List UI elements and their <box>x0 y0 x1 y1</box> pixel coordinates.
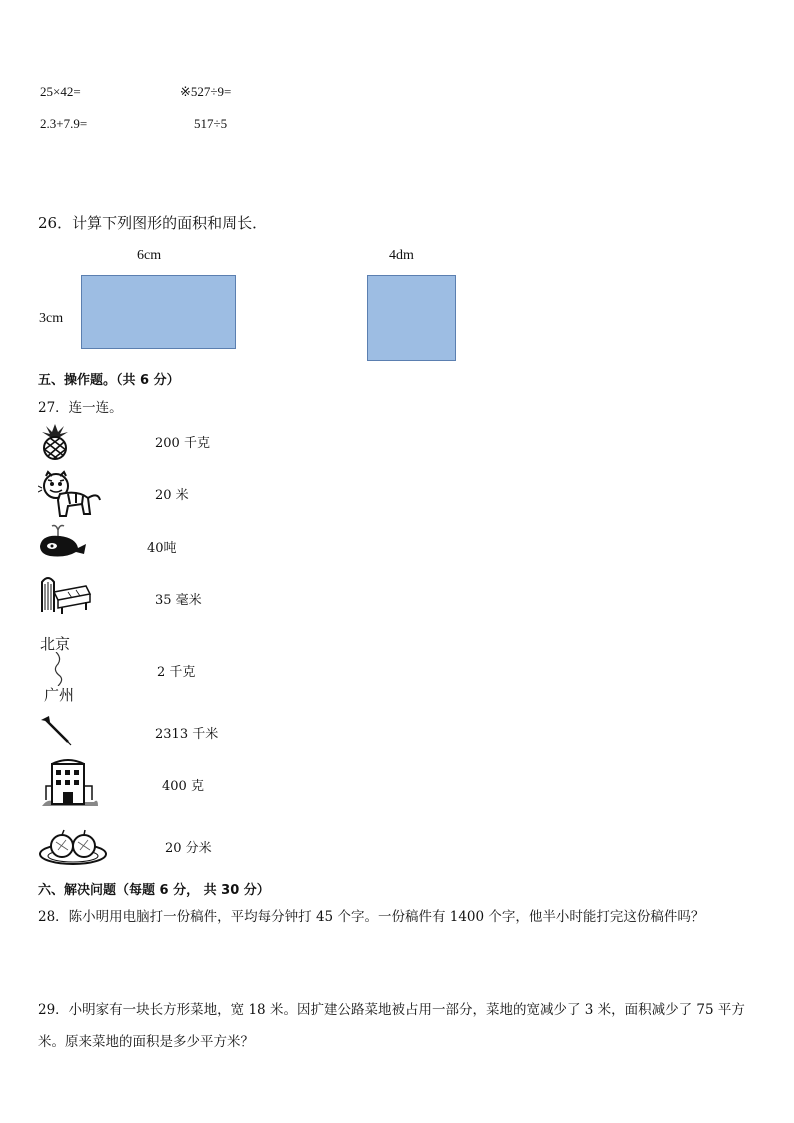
nail-icon <box>38 716 72 746</box>
route-line <box>42 652 76 686</box>
label-200kg: 200 千克 <box>155 436 210 451</box>
section-6-title: 六、解决问题（每题 6 分， 共 30 分） <box>38 883 270 898</box>
rect-height-label: 3cm <box>39 311 64 326</box>
section-5-title: 五、操作题。（共 6 分） <box>38 373 180 388</box>
calc-3: 2.3+7.9= <box>40 116 88 131</box>
bed-icon <box>38 572 92 616</box>
apple-plate-icon <box>38 826 108 866</box>
question-26-title: 26．计算下列图形的面积和周长． <box>38 214 268 232</box>
beijing-label: 北京 <box>40 635 71 653</box>
question-29-line-2: 米。原来菜地的面积是多少平方米？ <box>38 1034 254 1050</box>
label-2313km: 2313 千米 <box>155 727 219 742</box>
question-27-title: 27．连一连。 <box>38 400 123 416</box>
rectangle-shape <box>81 275 236 349</box>
label-400g: 400 克 <box>162 779 204 794</box>
whale-icon <box>36 524 88 560</box>
square-shape <box>367 275 456 361</box>
label-40t: 40吨 <box>147 541 177 556</box>
tiger-icon <box>38 470 104 520</box>
label-20m: 20 米 <box>155 488 189 503</box>
pineapple-icon <box>38 422 72 460</box>
calc-4: 517÷5 <box>194 116 228 131</box>
label-35mm: 35 毫米 <box>155 593 202 608</box>
calc-2: ※527÷9= <box>180 84 232 99</box>
question-29-line-1: 29．小明家有一块长方形菜地，宽 18 米。因扩建公路菜地被占用一部分，菜地的宽减少了 3 米，面积减少了 75 平方 <box>38 1002 745 1018</box>
label-2kg: 2 千克 <box>157 665 196 680</box>
label-20dm: 20 分米 <box>165 841 212 856</box>
guangzhou-label: 广州 <box>44 686 75 704</box>
calc-1: 25×42= <box>40 84 81 99</box>
building-icon <box>38 756 100 808</box>
rect-width-label: 6cm <box>137 248 162 263</box>
square-side-label: 4dm <box>389 248 414 263</box>
question-28: 28．陈小明用电脑打一份稿件，平均每分钟打 45 个字。一份稿件有 1400 个字，他半小时能打完这份稿件吗？ <box>38 909 705 925</box>
